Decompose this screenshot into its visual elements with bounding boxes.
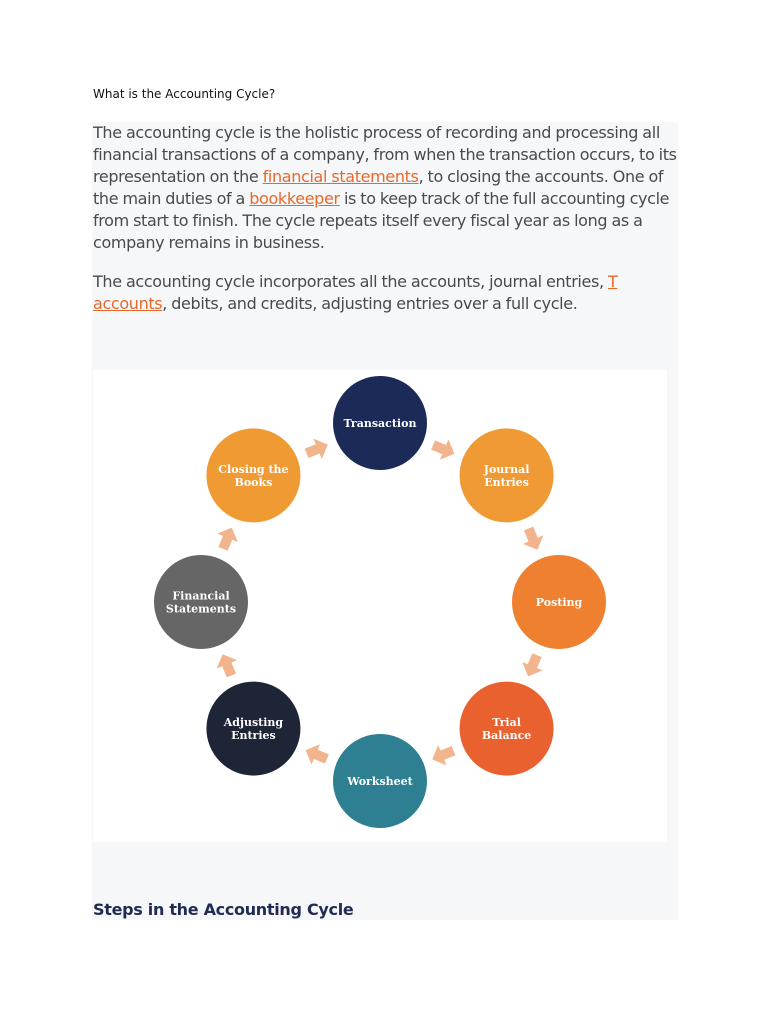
accounts-paragraph [93,271,677,315]
cycle-node [206,428,300,522]
steps-heading: Steps in the Accounting Cycle [93,900,354,919]
article-content [92,122,678,920]
cycle-node-label: Posting [535,596,583,609]
accounts-text-1: The accounting cycle incorporates all the accounts, journal entries, [93,272,608,291]
cycle-node [154,555,248,649]
cycle-arrow [518,651,547,681]
cycle-node [460,428,554,522]
cycle-node-label: Financial [172,589,230,603]
intro-text-3: is to keep track of the full accounting cycle from start to finish. The cycle repeats itself every fiscal year as long as a company remains in business. [93,189,670,252]
cycle-arrow [302,434,332,463]
cycle-arrow [301,740,331,769]
cycle-node-label: Statements [165,602,237,616]
accounts-text-2: , debits, and credits, adjusting entries over a full cycle. [162,294,578,313]
t-accounts-link[interactable]: T accounts [93,272,618,313]
cycle-node-label: Trial [492,716,521,730]
cycle-node-label: Adjusting [223,716,284,730]
cycle-arrow [428,740,458,769]
cycle-node-label: Closing the [218,462,289,476]
intro-text-2: , to closing the accounts. One of the main duties of a [93,167,664,208]
intro-paragraph [93,122,677,254]
cycle-node [460,682,554,776]
cycle-node-label: Worksheet [347,775,413,788]
cycle-node-label: Transaction [343,417,417,430]
cycle-node-label: Books [234,475,273,489]
cycle-arrow [213,523,242,553]
cycle-arrow [429,435,459,464]
cycle-node-label: Journal [483,462,530,476]
cycle-arrow [518,524,547,554]
cycle-arrow [212,650,241,680]
intro-text-1: The accounting cycle is the holistic process of recording and processing all financial transactions of a company, from when the transaction occurs, to its representation on the [93,123,677,186]
bookkeeper-link[interactable]: bookkeeper [249,189,340,208]
cycle-node [333,376,427,470]
cycle-node [206,682,300,776]
cycle-node [333,734,427,828]
cycle-node [512,555,606,649]
cycle-node-label: Balance [481,729,532,743]
financial-statements-link[interactable]: financial statements [262,167,419,186]
accounting-cycle-diagram [93,370,667,842]
page-question: What is the Accounting Cycle? [93,87,276,101]
cycle-node-label: Entries [484,475,529,489]
cycle-node-label: Entries [231,729,276,743]
accounting-cycle-figure [93,370,667,842]
